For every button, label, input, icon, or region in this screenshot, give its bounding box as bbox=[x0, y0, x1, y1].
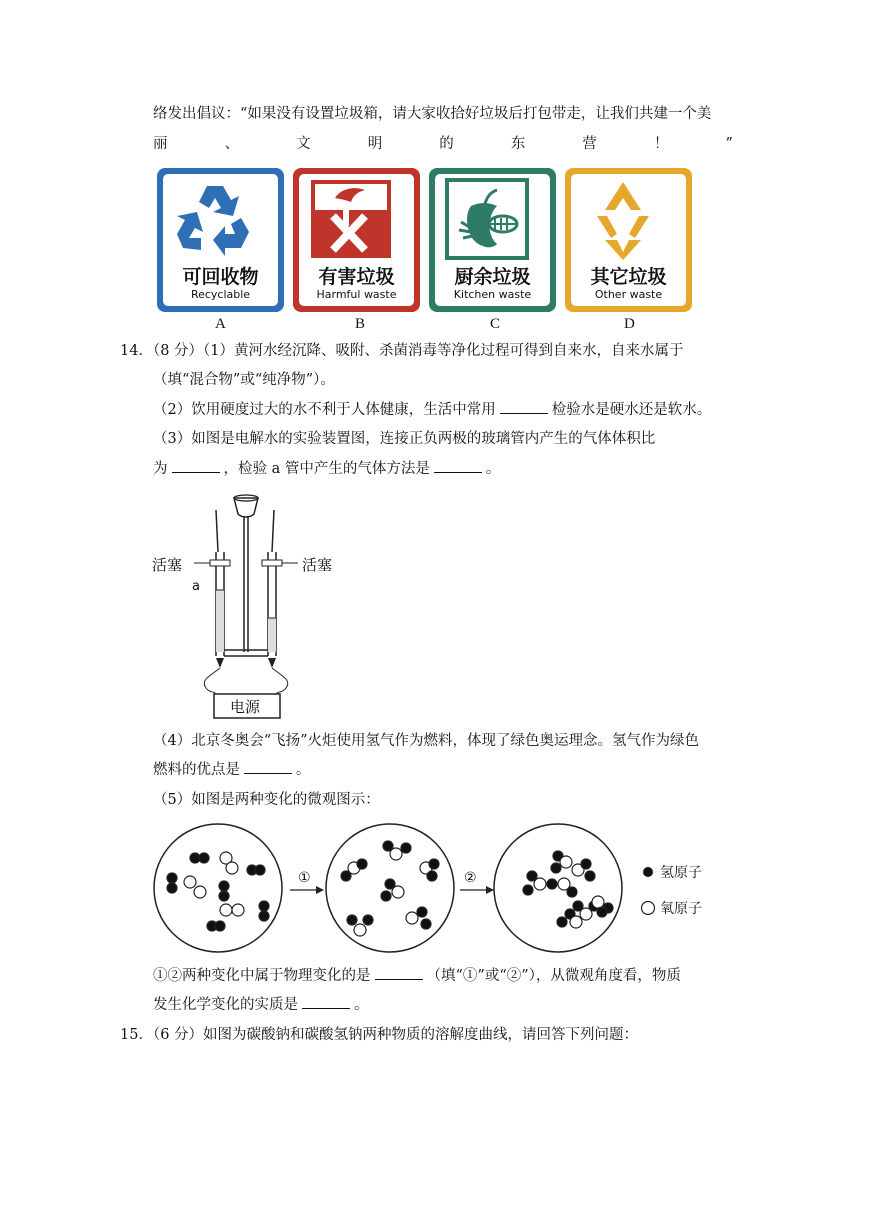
sign-other-en: Other waste bbox=[594, 288, 663, 301]
intro-char: ！ bbox=[653, 136, 669, 152]
recycle-icon bbox=[169, 176, 261, 262]
q14-p4-end: 。 bbox=[296, 762, 311, 778]
q14-line-4b bbox=[153, 759, 311, 781]
sign-recyclable-cn: 可回收物 bbox=[182, 266, 259, 288]
sign-harmful-en: Harmful waste bbox=[316, 288, 397, 301]
q14-p6-text: ①②两种变化中属于物理变化的是 bbox=[153, 968, 371, 984]
sign-letter-a: A bbox=[215, 316, 226, 332]
intro-line-1: 络发出倡议：“如果没有设置垃圾箱，请大家收拾好垃圾后打包带走，让我们共建一个美 bbox=[153, 106, 712, 122]
q14-line-5: （5）如图是两种变化的微观图示： bbox=[153, 792, 380, 808]
sign-letter-c: C bbox=[490, 316, 501, 332]
kitchen-icon bbox=[441, 176, 533, 262]
intro-char: 、 bbox=[224, 136, 240, 152]
sign-other-cn: 其它垃圾 bbox=[590, 266, 667, 288]
sign-letter-d: D bbox=[624, 316, 635, 332]
answer-blank[interactable] bbox=[434, 458, 482, 473]
q14-p7-end: 。 bbox=[354, 997, 369, 1013]
hydrogen-atom-icon bbox=[643, 867, 653, 877]
answer-blank[interactable] bbox=[172, 458, 220, 473]
intro-char: ” bbox=[725, 136, 733, 152]
sign-recyclable bbox=[157, 168, 284, 312]
sign-kitchen-en: Kitchen waste bbox=[453, 288, 532, 301]
step-1-label: ① bbox=[298, 870, 311, 886]
intro-line-2 bbox=[153, 133, 733, 155]
q14-p3-end: 。 bbox=[485, 461, 501, 477]
sign-kitchen bbox=[429, 168, 556, 312]
intro-char: 文 bbox=[296, 136, 311, 152]
micro-change-diagram bbox=[150, 820, 720, 956]
q14-line-7 bbox=[153, 994, 369, 1016]
q14-line-6 bbox=[153, 965, 681, 987]
q14-p3-text: 为 bbox=[153, 461, 168, 477]
q14-p2-tail: 检验水是硬水还是软水。 bbox=[551, 402, 712, 418]
q15-line-1: 15．（6 分）如图为碳酸钠和碳酸氢钠两种物质的溶解度曲线，请回答下列问题： bbox=[120, 1027, 639, 1043]
q14-line-3b bbox=[153, 458, 500, 480]
intro-char: 营 bbox=[582, 136, 597, 152]
intro-char: 丽 bbox=[153, 136, 168, 152]
hazard-icon bbox=[305, 176, 397, 262]
legend-hydrogen: 氢原子 bbox=[660, 865, 702, 881]
q14-p4-text: 燃料的优点是 bbox=[153, 762, 240, 778]
answer-blank[interactable] bbox=[500, 399, 548, 414]
intro-char: 的 bbox=[439, 136, 454, 152]
step-2-label: ② bbox=[464, 870, 477, 886]
q14-line-1b: （填“混合物”或“纯净物”）。 bbox=[153, 372, 335, 388]
electrolysis-apparatus bbox=[150, 490, 340, 722]
sign-letter-b: B bbox=[355, 316, 366, 332]
q14-line-3: （3）如图是电解水的实验装置图，连接正负两极的玻璃管内产生的气体体积比 bbox=[153, 431, 656, 447]
q14-p7-text: 发生化学变化的实质是 bbox=[153, 997, 298, 1013]
sign-other bbox=[565, 168, 692, 312]
sign-kitchen-cn: 厨余垃圾 bbox=[454, 266, 531, 288]
stopcock-label-right: 活塞 bbox=[302, 556, 333, 574]
q14-line-4: （4）北京冬奥会“飞扬”火炬使用氢气作为燃料，体现了绿色奥运理念。氢气作为绿色 bbox=[153, 733, 700, 749]
answer-blank[interactable] bbox=[302, 994, 350, 1009]
other-icon bbox=[577, 176, 669, 262]
answer-blank[interactable] bbox=[244, 759, 292, 774]
sign-harmful bbox=[293, 168, 420, 312]
q14-p6-tail: （填“①”或“②”），从微观角度看，物质 bbox=[426, 968, 681, 984]
sign-recyclable-en: Recyclable bbox=[190, 288, 251, 301]
legend-oxygen: 氧原子 bbox=[660, 901, 702, 917]
q14-line-1: 14．（8 分）（1）黄河水经沉降、吸附、杀菌消毒等净化过程可得到自来水，自来水属于 bbox=[120, 343, 684, 359]
intro-char: 东 bbox=[510, 136, 526, 152]
sign-harmful-cn: 有害垃圾 bbox=[318, 266, 395, 288]
stopcock-label-left: 活塞 bbox=[152, 556, 183, 574]
intro-char: 明 bbox=[367, 136, 383, 152]
oxygen-atom-icon bbox=[642, 902, 655, 915]
q14-line-2 bbox=[153, 399, 711, 421]
answer-blank[interactable] bbox=[375, 965, 423, 980]
power-label: 电源 bbox=[230, 698, 261, 716]
q14-p3-mid: ，检验 a 管中产生的气体方法是 bbox=[223, 461, 430, 477]
q14-p2-text: （2）饮用硬度过大的水不利于人体健康，生活中常用 bbox=[153, 402, 496, 418]
tube-a-label: a bbox=[192, 579, 200, 594]
